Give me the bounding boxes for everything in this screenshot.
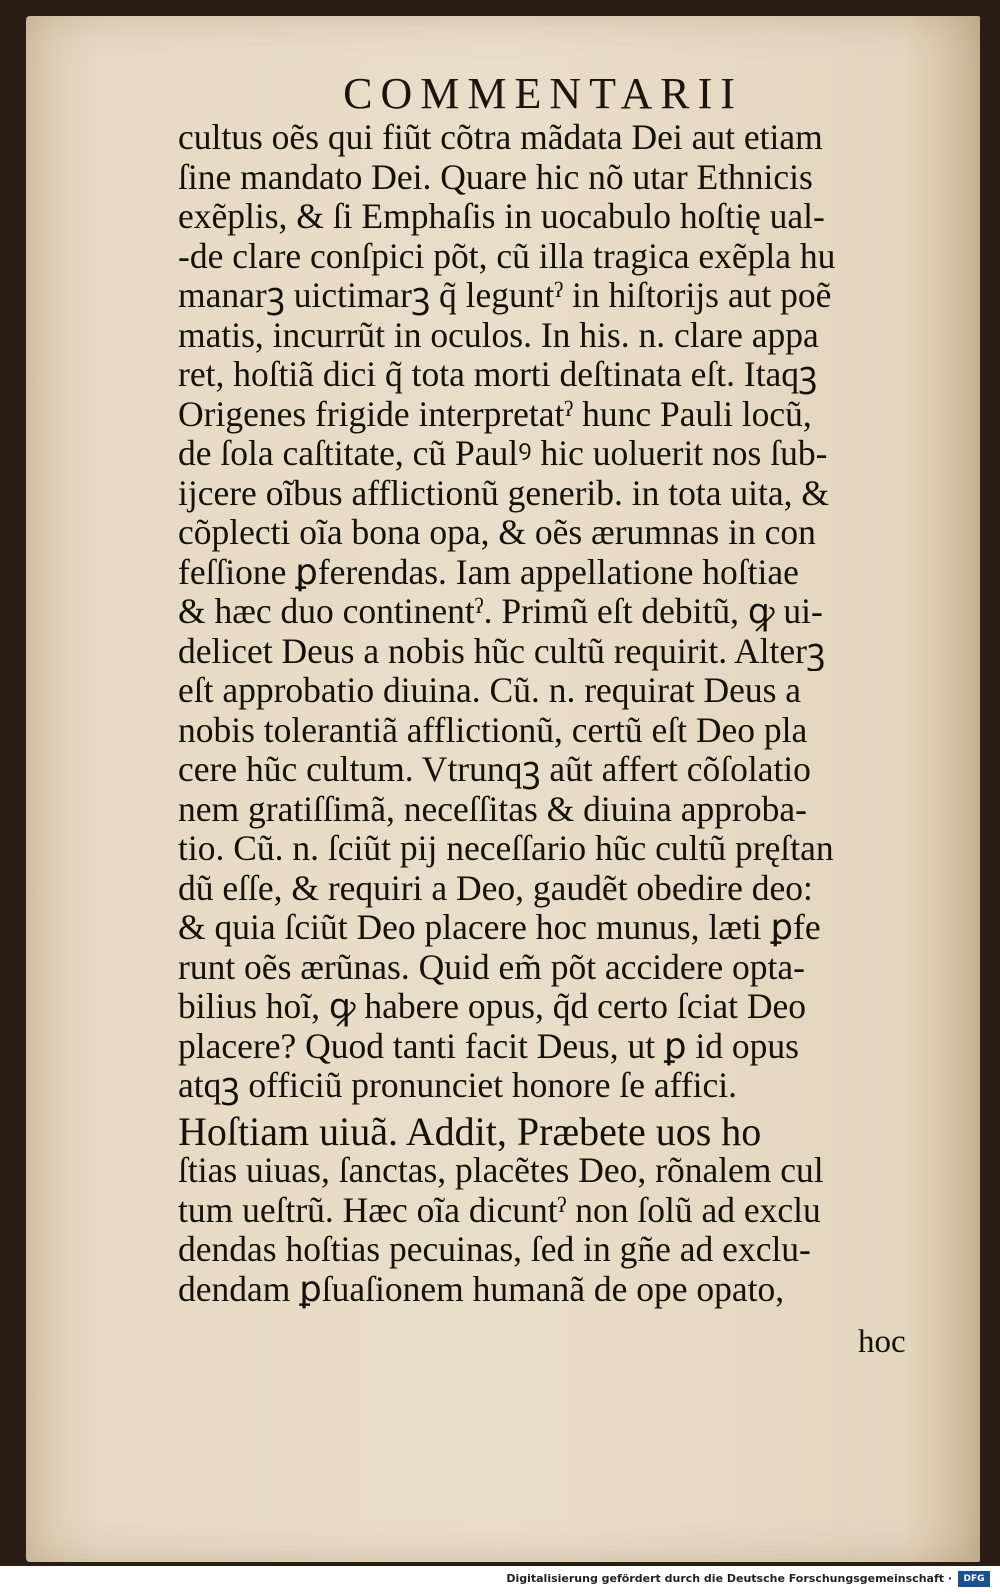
footer-credit: Digitalisierung gefördert durch die Deutsche Forschungsgemeinschaft · [506, 1572, 952, 1585]
text-line: & quia ſciũt Deo placere hoc munus, læti ꝑfe [178, 908, 821, 947]
text-line: atqꝫ officiũ pronunciet honore ſe affici. [178, 1066, 737, 1105]
body-text [178, 118, 934, 1309]
text-line: ſtias uiuas, ſanctas, placẽtes Deo, rõnalem cul [178, 1151, 824, 1190]
text-line: eſt approbatio diuina. Cũ. n. requirat Deus a [178, 671, 802, 710]
text-line: de ſola caſtitate, cũ Paulꝰ hic uoluerit nos ſub- [178, 434, 828, 473]
text-line: nobis tolerantiã afflictionũ, certũ eſt Deo pla [178, 710, 808, 750]
text-line: runt oẽs ærũnas. Quid em̃ põt accidere opta- [178, 947, 805, 987]
text-line: dendam ꝑſuaſionem humanã de ope opato, [178, 1269, 785, 1309]
text-line: ret, hoſtiã dici q̃ tota morti deſtinata eſt. Itaqꝫ [178, 355, 818, 394]
text-line: nem gratiſſimã, neceſſitas & diuina approba- [178, 789, 807, 829]
text-line: tio. Cũ. n. ſciũt pij neceſſario hũc cultũ pręſtan [178, 829, 834, 868]
text-line: & hæc duo continentˀ. Primũ eſt debitũ, ꝙ ui- [178, 592, 823, 631]
dfg-logo-icon: DFG [958, 1571, 990, 1587]
text-line: feſſione ꝑferendas. Iam appellatione hoſtiae [178, 552, 799, 592]
text-line: tum ueſtrũ. Hæc oĩa dicuntˀ non ſolũ ad exclu [178, 1190, 821, 1230]
text-line: Origenes frigide interpretatˀ hunc Pauli locũ, [178, 394, 812, 434]
text-line: cultus oẽs qui fiũt cõtra mãdata Dei aut etiam [178, 118, 823, 157]
text-line: ijcere oĩbus afflictionũ generib. in tota uita, & [178, 473, 829, 513]
text-line: cere hũc cultum. Vtrunqꝫ aũt affert cõſolatio [178, 750, 811, 789]
text-line: exẽplis, & ſi Emphaſis in uocabulo hoſtię ual- [178, 197, 825, 236]
text-line: placere? Quod tanti facit Deus, ut ꝑ id opus [178, 1026, 799, 1066]
text-line: delicet Deus a nobis hũc cultũ requirit. Alterꝫ [178, 631, 826, 671]
text-line: ſine mandato Dei. Quare hic nõ utar Ethnicis [178, 157, 813, 197]
text-line: bilius hoĩ, ꝙ habere opus, q̃d certo ſciat Deo [178, 987, 807, 1026]
text-line: -de clare conſpici põt, cũ illa tragica exẽpla hu [178, 236, 836, 276]
text-line: matis, incurrũt in oculos. In his. n. clare appa [178, 315, 819, 355]
text-line: manarꝫ uictimarꝫ q̃ leguntˀ in hiſtorijs aut poẽ [178, 276, 832, 315]
catchword: hoc [858, 1324, 906, 1360]
text-line: cõplecti oĩa bona opa, & oẽs ærumnas in con [178, 513, 816, 552]
footer-bar [0, 1566, 1000, 1594]
section-heading-line: Hoſtiam uiuã. Addit, Præbete uos ho [178, 1111, 762, 1151]
text-line: dũ eſſe, & requiri a Deo, gaudẽt obedire deo: [178, 868, 813, 908]
text-line: dendas hoſtias pecuinas, ſed in gñe ad exclu- [178, 1230, 811, 1269]
running-head: COMMENTARII [343, 69, 743, 118]
